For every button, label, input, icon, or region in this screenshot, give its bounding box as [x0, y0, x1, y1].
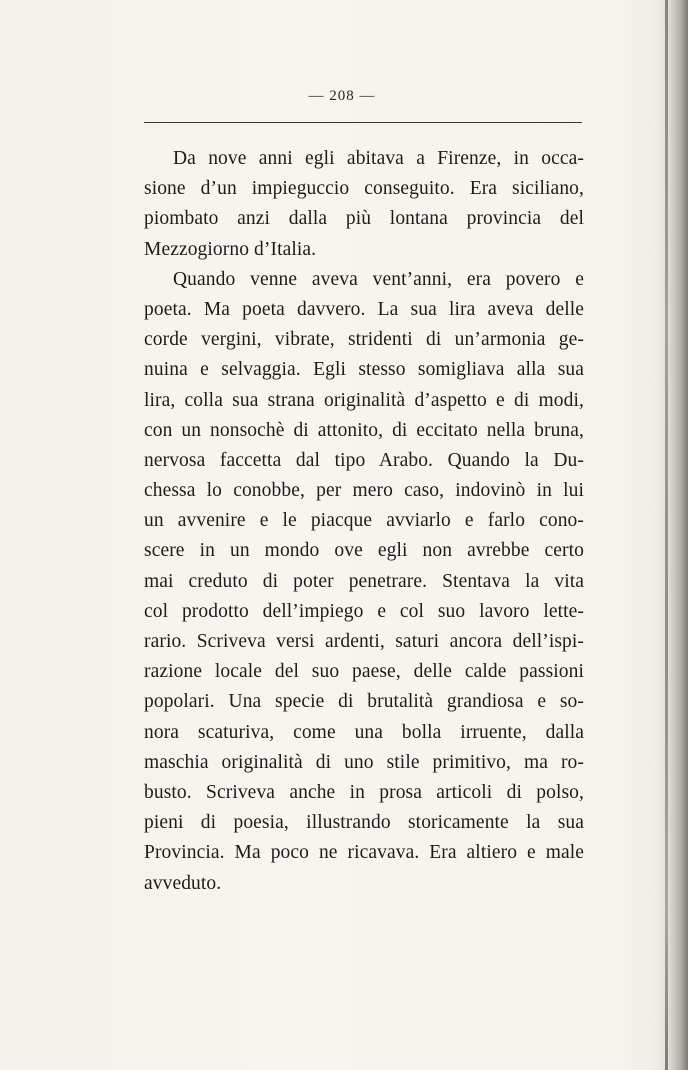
binding-edge [665, 0, 668, 1070]
body-text [144, 144, 584, 899]
page-number: — 208 — [308, 88, 376, 104]
text-line: piombato anzi dalla più lontana provincia del [144, 208, 584, 230]
text-line: scere in un mondo ove egli non avrebbe certo [144, 540, 584, 562]
text-line: avveduto. [144, 872, 222, 894]
text-line: nora scaturiva, come una bolla irruente, dalla [144, 721, 584, 743]
text-line: pieni di poesia, illustrando storicamente la sua [144, 812, 584, 834]
header-rule [144, 122, 582, 123]
text-line: nervosa faccetta dal tipo Arabo. Quando la Du- [144, 449, 584, 471]
text-line: nuina e selvaggia. Egli stesso somigliava alla sua [144, 359, 584, 381]
text-line: rario. Scriveva versi ardenti, saturi ancora dell’ispi- [144, 631, 584, 652]
text-line: lira, colla sua strana originalità d’aspetto e di modi, [144, 389, 584, 411]
text-line: con un nonsochè di attonito, di eccitato nella bruna, [144, 419, 584, 441]
text-line: poeta. Ma poeta davvero. La sua lira aveva delle [144, 298, 584, 320]
text-line: mai creduto di poter penetrare. Stentava la vita [144, 570, 584, 592]
text-line: Quando venne aveva vent’anni, era povero e [173, 268, 584, 290]
text-line: Mezzogiorno d’Italia. [144, 238, 317, 260]
text-line: sione d’un impieguccio conseguito. Era siciliano, [144, 178, 584, 200]
text-line: corde vergini, vibrate, stridenti di un’armonia ge- [144, 329, 584, 351]
page-edge-shadow [654, 0, 688, 1070]
text-line: Provincia. Ma poco ne ricavava. Era altiero e male [144, 842, 584, 864]
text-line: razione locale del suo paese, delle calde passioni [144, 661, 584, 683]
text-line: Da nove anni egli abitava a Firenze, in occa- [173, 148, 584, 169]
text-line: popolari. Una specie di brutalità grandiosa e so- [144, 691, 584, 713]
text-line: chessa lo conobbe, per mero caso, indovinò in lui [144, 480, 584, 502]
text-line: col prodotto dell’impiego e col suo lavoro lette- [144, 600, 584, 622]
text-line: un avvenire e le piacque avviarlo e farlo cono- [144, 510, 584, 532]
text-line: busto. Scriveva anche in prosa articoli di polso, [144, 781, 584, 803]
text-line: maschia originalità di uno stile primitivo, ma ro- [144, 751, 584, 773]
